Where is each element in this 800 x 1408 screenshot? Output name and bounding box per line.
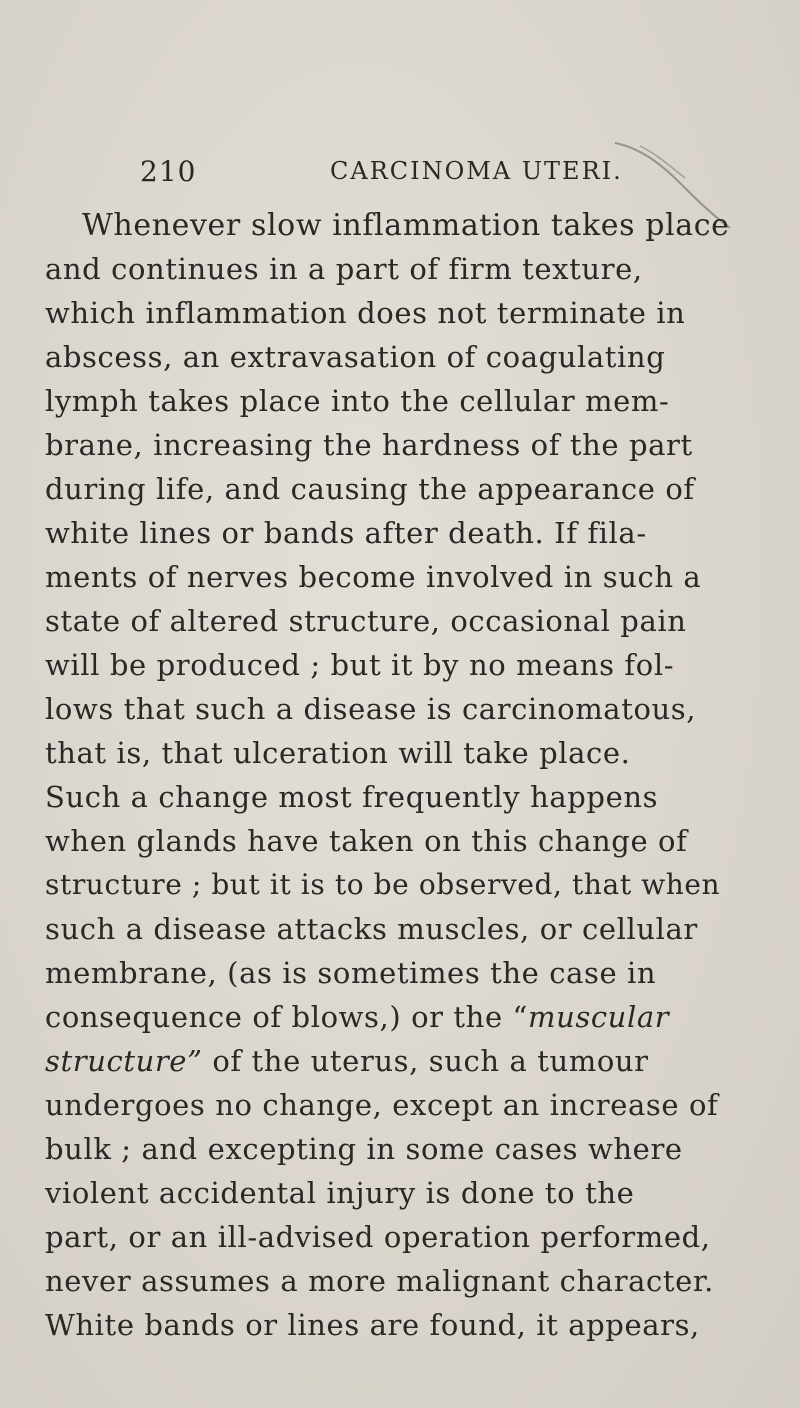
text-line: violent accidental injury is done to the <box>45 1176 635 1210</box>
text-line: that is, that ulceration will take place. <box>45 736 631 770</box>
text-line: undergoes no change, except an increase of <box>45 1088 719 1122</box>
text-line: bulk ; and excepting in some cases where <box>45 1132 683 1166</box>
text-line: white lines or bands after death. If fila- <box>45 516 647 550</box>
text-line: state of altered structure, occasional pain <box>45 604 687 638</box>
text-line <box>45 1000 669 1034</box>
text-line: membrane, (as is sometimes the case in <box>45 956 657 990</box>
text-line: ments of nerves become involved in such a <box>45 560 702 594</box>
text-line: Whenever slow inflammation takes place <box>82 208 730 243</box>
page-number: 210 <box>140 155 197 188</box>
text-line: when glands have taken on this change of <box>45 824 688 858</box>
text-line: never assumes a more malignant character. <box>45 1264 714 1298</box>
text-line: Such a change most frequently happens <box>45 780 659 814</box>
text-line: part, or an ill-advised operation performed, <box>45 1220 711 1254</box>
text-line: which inflammation does not terminate in <box>45 296 686 330</box>
text-line: lows that such a disease is carcinomatous, <box>45 692 697 726</box>
page-header <box>140 155 700 195</box>
running-title: CARCINOMA UTERI. <box>330 157 623 185</box>
text-line: and continues in a part of firm texture, <box>45 252 643 286</box>
text-segment: consequence of blows,) or the “ <box>45 1000 528 1034</box>
text-line <box>45 1044 649 1078</box>
text-segment: of the uterus, such a tumour <box>212 1044 649 1078</box>
italic-word: structure” <box>45 1044 203 1078</box>
text-line: will be produced ; but it by no means fol- <box>45 648 675 682</box>
italic-word: muscular <box>527 1000 670 1034</box>
text-line: structure ; but it is to be observed, that when <box>45 868 721 901</box>
text-line: lymph takes place into the cellular mem- <box>45 384 670 418</box>
text-line: such a disease attacks muscles, or cellular <box>45 912 698 946</box>
text-line: abscess, an extravasation of coagulating <box>45 340 666 374</box>
text-line: brane, increasing the hardness of the part <box>45 428 693 462</box>
text-line: during life, and causing the appearance of <box>45 472 695 506</box>
text-line: White bands or lines are found, it appears, <box>45 1308 700 1342</box>
